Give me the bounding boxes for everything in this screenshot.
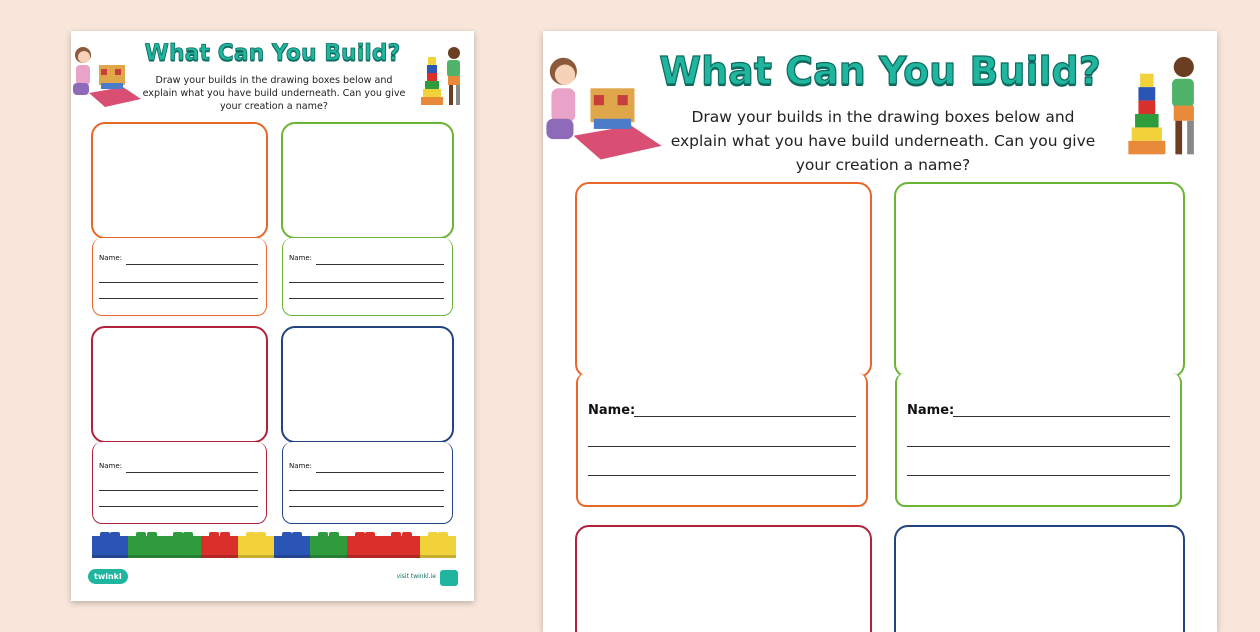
name-line bbox=[316, 264, 444, 265]
brick-strip-icon bbox=[92, 536, 456, 558]
brick bbox=[274, 536, 310, 558]
writing-line bbox=[289, 298, 444, 299]
worksheet-preview-small bbox=[71, 31, 474, 601]
name-box bbox=[895, 373, 1182, 507]
worksheet-title: What Can You Build? bbox=[144, 41, 401, 66]
brick bbox=[420, 536, 456, 558]
instruction-line: Draw your builds in the drawing boxes below and bbox=[155, 75, 393, 86]
writing-line bbox=[99, 282, 258, 283]
writing-line bbox=[588, 475, 856, 476]
drawing-box bbox=[894, 182, 1185, 378]
name-line bbox=[126, 472, 258, 473]
writing-line bbox=[99, 506, 258, 507]
name-box bbox=[92, 238, 267, 316]
writing-line bbox=[289, 506, 444, 507]
drawing-box bbox=[894, 525, 1185, 632]
badge-icon bbox=[440, 570, 458, 586]
writing-line bbox=[99, 298, 258, 299]
name-label: Name: bbox=[99, 462, 123, 470]
writing-line bbox=[289, 282, 444, 283]
writing-line bbox=[907, 446, 1170, 447]
drawing-box bbox=[91, 326, 268, 443]
brick bbox=[238, 536, 274, 558]
writing-line bbox=[289, 490, 444, 491]
brick bbox=[165, 536, 201, 558]
writing-line bbox=[907, 475, 1170, 476]
drawing-box bbox=[575, 182, 872, 378]
name-line bbox=[316, 472, 444, 473]
drawing-box bbox=[281, 326, 454, 443]
brick bbox=[201, 536, 237, 558]
brick bbox=[92, 536, 128, 558]
instruction-line: your creation a name? bbox=[219, 101, 329, 112]
instruction-line: explain what you have build underneath. Can you give bbox=[670, 132, 1096, 150]
instruction-line: Draw your builds in the drawing boxes below and bbox=[691, 108, 1075, 126]
name-label: Name: bbox=[588, 403, 636, 418]
name-line bbox=[953, 416, 1170, 417]
name-label: Name: bbox=[907, 403, 955, 418]
name-box bbox=[282, 238, 453, 316]
brick bbox=[383, 536, 419, 558]
name-box bbox=[282, 442, 453, 524]
instruction-line: explain what you have build underneath. Can you give bbox=[142, 88, 406, 99]
name-box bbox=[92, 442, 267, 524]
writing-line bbox=[99, 490, 258, 491]
drawing-box bbox=[575, 525, 872, 632]
twinkl-logo-icon: twinkl bbox=[88, 569, 128, 584]
footer-url: visit twinkl.ie bbox=[396, 573, 436, 580]
writing-line bbox=[588, 446, 856, 447]
brick bbox=[310, 536, 346, 558]
worksheet-instructions bbox=[141, 74, 407, 113]
name-line bbox=[634, 416, 856, 417]
name-line bbox=[126, 264, 258, 265]
worksheet-preview-large bbox=[543, 31, 1217, 632]
name-label: Name: bbox=[289, 462, 313, 470]
name-label: Name: bbox=[99, 254, 123, 262]
drawing-box bbox=[281, 122, 454, 239]
name-box bbox=[576, 373, 868, 507]
worksheet-instructions bbox=[653, 105, 1113, 177]
brick bbox=[128, 536, 164, 558]
worksheet-title: What Can You Build? bbox=[659, 49, 1101, 93]
name-label: Name: bbox=[289, 254, 313, 262]
drawing-box bbox=[91, 122, 268, 239]
instruction-line: your creation a name? bbox=[795, 156, 971, 174]
brick bbox=[347, 536, 383, 558]
